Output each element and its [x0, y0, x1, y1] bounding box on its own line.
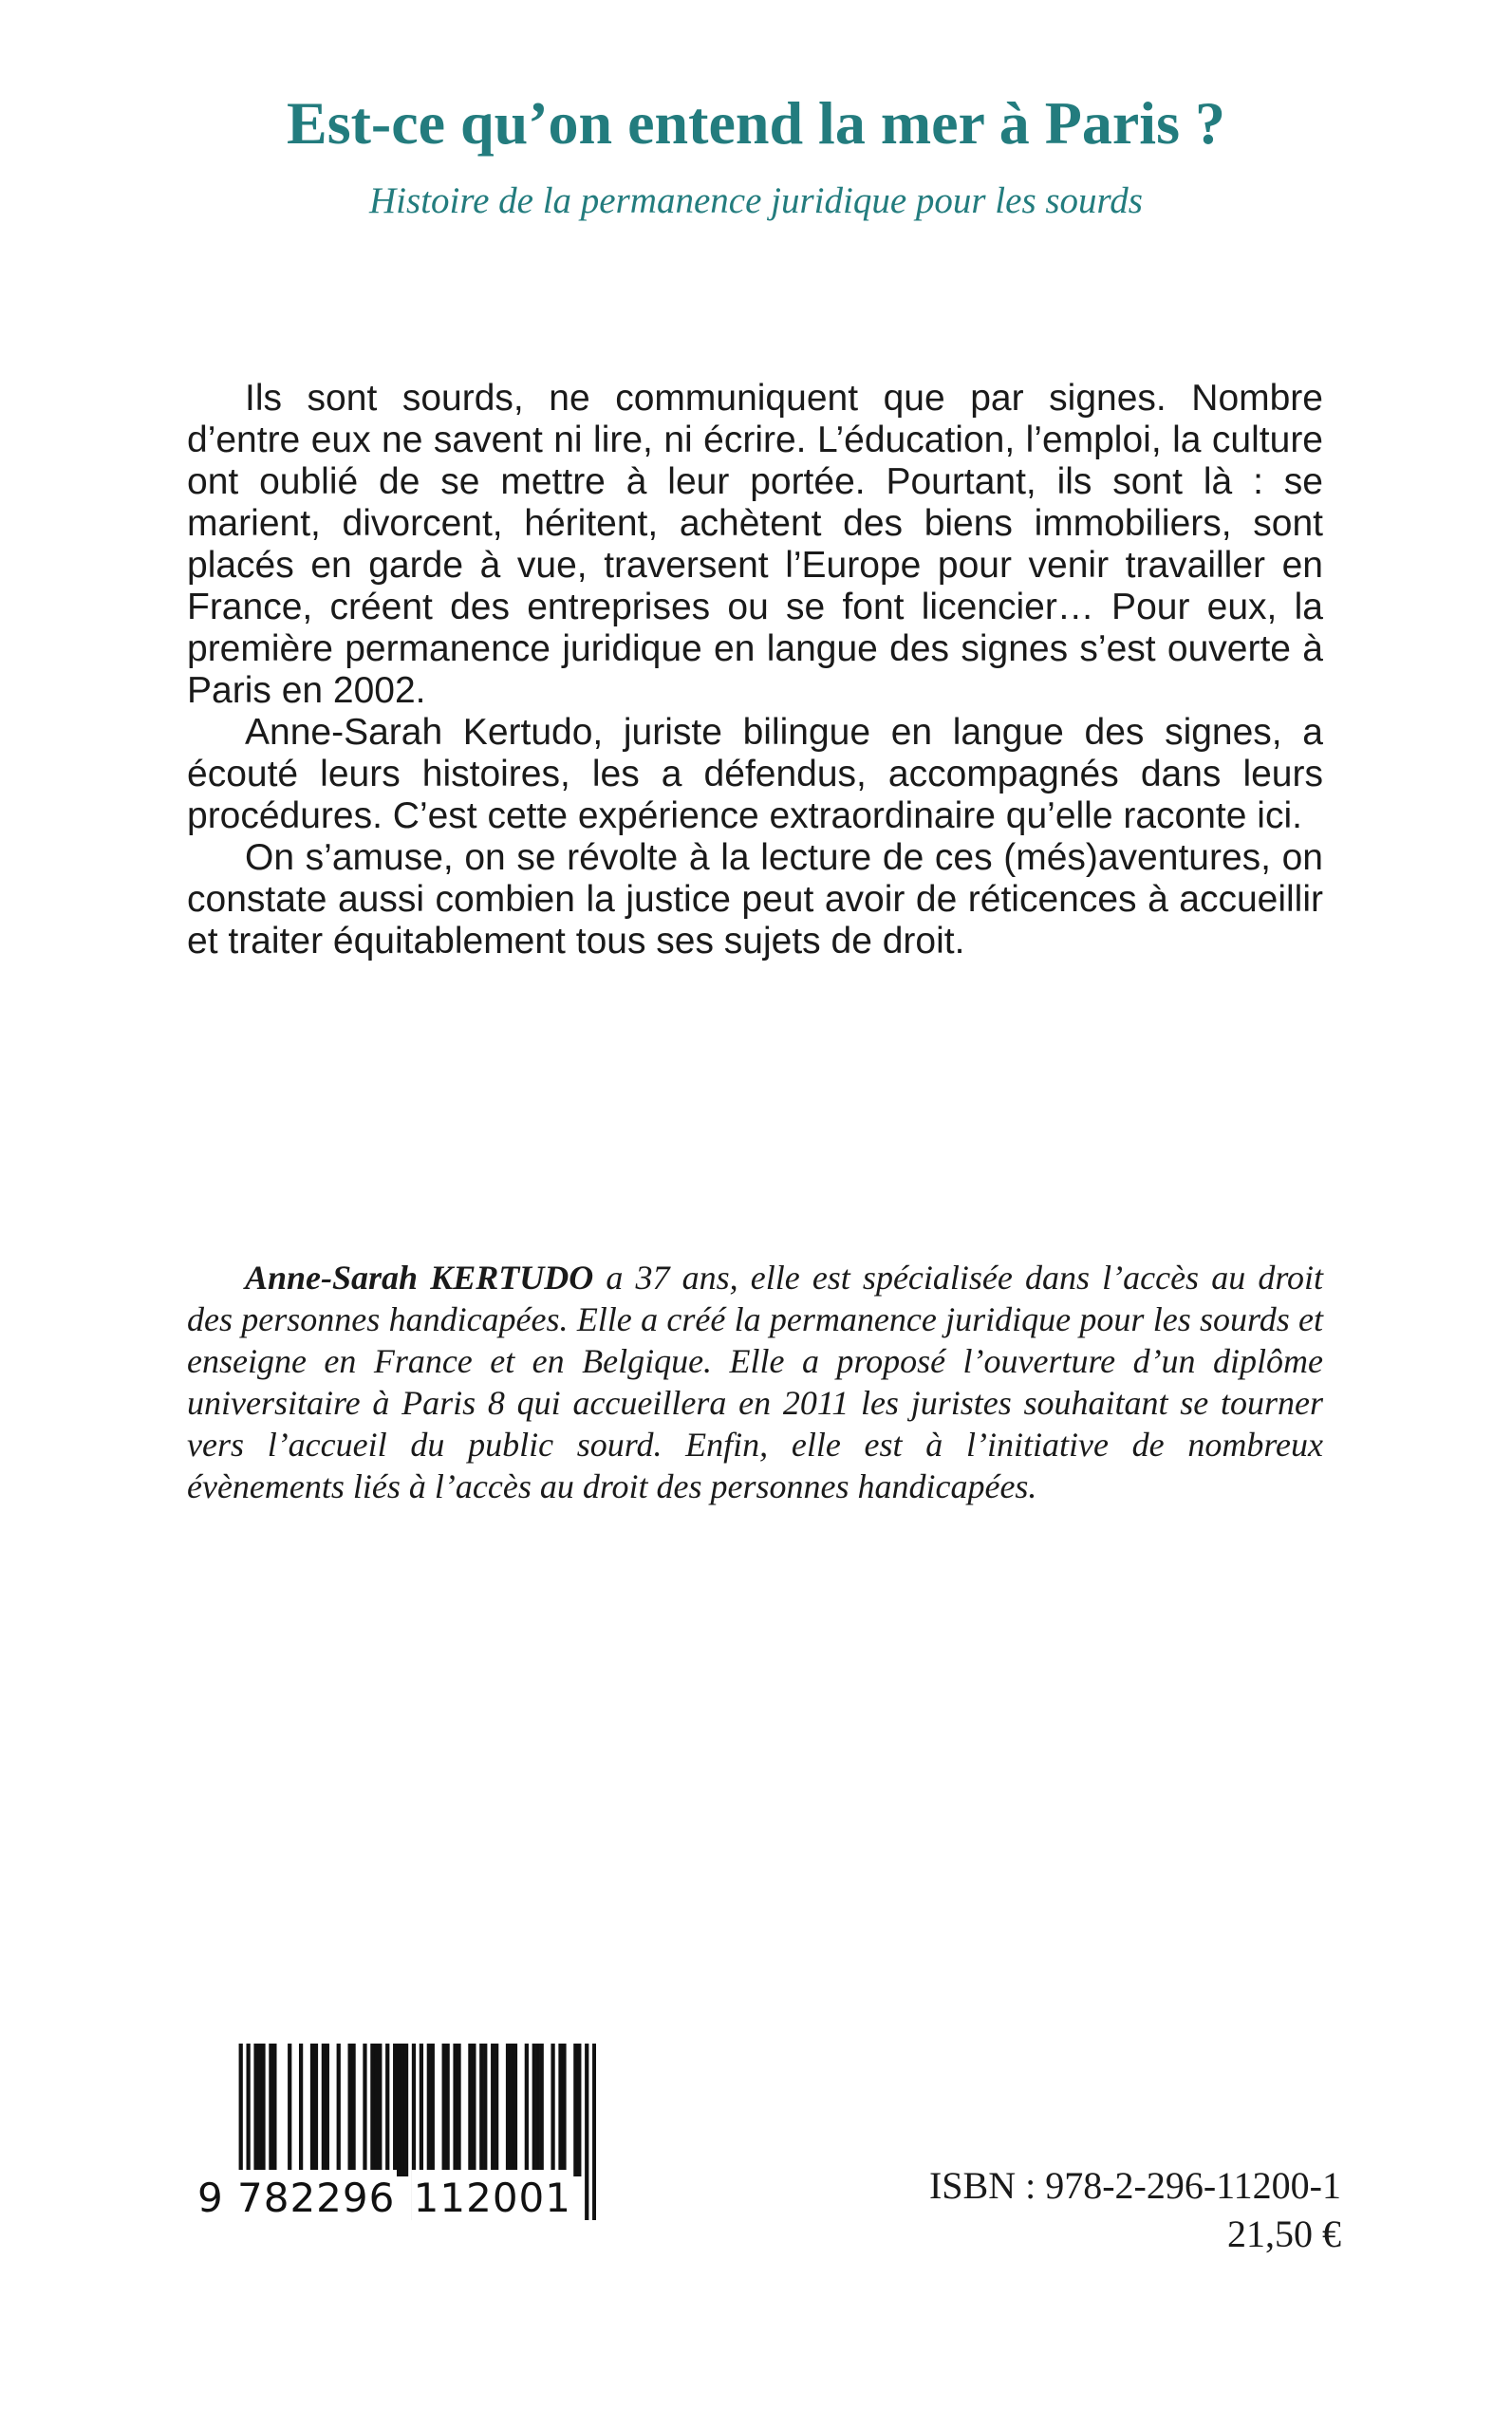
barcode-bar	[536, 2044, 540, 2176]
author-name: Anne-Sarah KERTUDO	[245, 1259, 594, 1297]
barcode-bar	[370, 2044, 374, 2176]
author-bio	[187, 1257, 1323, 1507]
barcode-bar	[540, 2044, 544, 2176]
barcode-bar	[562, 2044, 566, 2176]
barcode-bar	[351, 2044, 355, 2176]
barcode-bar	[257, 2044, 261, 2176]
price-label: 21,50 €	[1227, 2213, 1341, 2255]
barcode-bar	[427, 2044, 431, 2176]
barcode-bar	[483, 2044, 487, 2176]
barcode-bar	[457, 2044, 460, 2176]
barcode-bar	[378, 2044, 382, 2176]
barcode-bar	[288, 2044, 291, 2176]
barcode-bar	[374, 2044, 378, 2176]
barcode-bar	[404, 2044, 408, 2176]
barcode-bar	[577, 2044, 581, 2176]
blurb-paragraph: Anne-Sarah Kertudo, juriste bilingue en langue des signes, a écouté leurs histoires, les a défendus, accompagnés dans leurs procédures. C’est cette expérience extraordinaire qu’elle raconte ici.	[187, 712, 1323, 836]
barcode-digits	[197, 2170, 596, 2227]
barcode-bar	[495, 2044, 498, 2176]
barcode-bar	[573, 2044, 577, 2176]
book-subtitle: Histoire de la permanence juridique pour les sourds	[369, 180, 1143, 221]
back-cover-blurb	[187, 378, 1323, 962]
barcode-bar	[506, 2044, 510, 2176]
barcode-lead-digit: 9	[197, 2175, 223, 2221]
barcode-bar	[468, 2044, 472, 2176]
barcode-group-right: 112001	[412, 2170, 573, 2227]
barcode-bar	[363, 2044, 366, 2176]
barcode-bar	[479, 2044, 483, 2176]
barcode-bar	[431, 2044, 435, 2176]
barcode-bar	[532, 2044, 536, 2176]
barcode-bar	[525, 2044, 529, 2176]
barcode-bar	[253, 2044, 257, 2176]
barcode-bar	[513, 2044, 517, 2176]
barcode-bar	[299, 2044, 303, 2176]
barcode-bar	[491, 2044, 495, 2176]
barcode-bar	[446, 2044, 450, 2176]
isbn-label: ISBN : 978-2-296-11200-1	[928, 2164, 1341, 2207]
barcode-bar	[510, 2044, 513, 2176]
barcode-group-left: 782296	[235, 2170, 397, 2227]
author-bio-text: a 37 ans, elle est spécialisée dans l’accès au droit des personnes handicapées. Elle a créé la permanence juridique pour les sourds et enseigne en France et en Belgique. Elle a proposé l’ouverture d’un diplôme universitaire à Paris 8 qui accueillera en 2011 les juristes souhaitant se tourner vers l’accueil du public sourd. Enfin, elle est à l’initiative de nombreux évènements liés à l’accès au droit des personnes handicapées.	[187, 1259, 1323, 1505]
barcode-bar	[551, 2044, 554, 2176]
barcode-bar	[337, 2044, 341, 2176]
barcode-bar	[442, 2044, 446, 2176]
barcode-bar	[310, 2044, 314, 2176]
barcode-bar	[314, 2044, 318, 2176]
barcode-bar	[397, 2044, 401, 2176]
barcode-bar	[347, 2044, 351, 2176]
barcode-bar	[393, 2044, 397, 2176]
barcode-bar	[453, 2044, 457, 2176]
barcode-bar	[269, 2044, 272, 2176]
barcode-bar	[385, 2044, 389, 2176]
barcode-bar	[558, 2044, 562, 2176]
barcode-bar	[272, 2044, 276, 2176]
barcode-bar	[261, 2044, 265, 2176]
barcode-bar	[401, 2044, 404, 2176]
book-title: Est-ce qu’on entend la mer à Paris ?	[287, 89, 1225, 157]
barcode-bar	[326, 2044, 329, 2176]
barcode-bar	[472, 2044, 476, 2176]
blurb-paragraph: Ils sont sourds, ne communiquent que par signes. Nombre d’entre eux ne savent ni lire, ni écrire. L’éducation, l’emploi, la culture ont oublié de se mettre à leur portée. Pourtant, ils sont là : se marient, divorcent, héritent, achètent des biens immobiliers, sont placés en garde à vue, traversent l’Europe pour venir travailler en France, créent des entreprises ou se font licencier… Pour eux, la première permanence juridique en langue des signes s’est ouverte à Paris en 2002.	[187, 378, 1323, 711]
barcode-bar	[322, 2044, 326, 2176]
blurb-paragraph: On s’amuse, on se révolte à la lecture de ces (més)aventures, on constate aussi combien la justice peut avoir de réticences à accueillir et traiter équitablement tous ses sujets de droit.	[187, 837, 1323, 962]
